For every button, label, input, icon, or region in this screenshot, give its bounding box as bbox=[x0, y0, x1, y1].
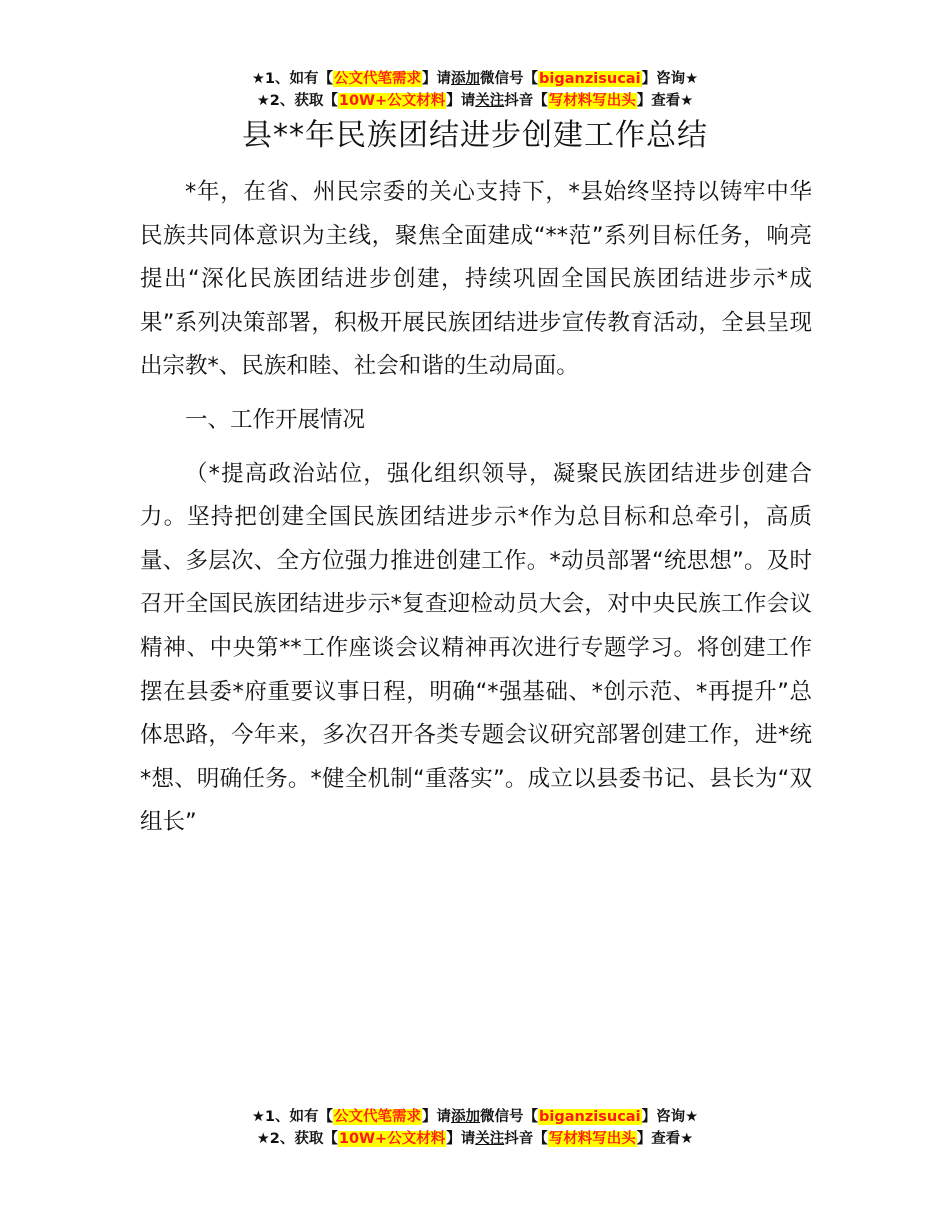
promo-highlight: 公文代笔需求 bbox=[334, 1109, 422, 1125]
promo-highlight: biganzisucai bbox=[539, 71, 641, 87]
paragraph-intro: *年，在省、州民宗委的关心支持下，*县始终坚持以铸牢中华民族共同体意识为主线，聚焦全面建成“**范”系列目标任务，响亮提出“深化民族团结进步创建，持续巩固全国民族团结进步示*成果”系列决策部署，积极开展民族团结进步宣传教育活动，全县呈现出宗教*、民族和睦、社会和谐的生动局面。 bbox=[140, 179, 812, 380]
document-body bbox=[140, 171, 812, 845]
promo-highlight: 写材料写出头 bbox=[548, 1131, 636, 1147]
top-promo-banner bbox=[0, 68, 950, 112]
section-heading: 一、工作开展情况 bbox=[185, 406, 366, 433]
promo-line-2: ★2、获取【10W+公文材料】请关注抖音【写材料写出头】查看★ bbox=[256, 93, 694, 109]
promo-line-1: ★1、如有【公文代笔需求】请添加微信号【biganzisucai】咨询★ bbox=[251, 1109, 699, 1125]
paragraph-section-1: （*提高政治站位，强化组织领导，凝聚民族团结进步创建合力。坚持把创建全国民族团结进步示*作为总目标和总牵引，高质量、多层次、全方位强力推进创建工作。*动员部署“统思想”。及时召开全国民族团结进步示*复查迎检动员大会，对中央民族工作会议精神、中央第**工作座谈会议精神再次进行专题学习。将创建工作摆在县委*府重要议事日程，明确“*强基础、*创示范、*再提升”总体思路，今年来，多次召开各类专题会议研究部署创建工作，进*统*想、明确任务。*健全机制“重落实”。成立以县委书记、县长为“双组长” bbox=[140, 460, 812, 836]
promo-highlight: 10W+公文材料 bbox=[338, 93, 446, 109]
document-title: 县**年民族团结进步创建工作总结 bbox=[242, 118, 708, 153]
promo-line-2: ★2、获取【10W+公文材料】请关注抖音【写材料写出头】查看★ bbox=[256, 1131, 694, 1147]
bottom-promo-banner bbox=[0, 1106, 950, 1150]
promo-highlight: 10W+公文材料 bbox=[338, 1131, 446, 1147]
promo-highlight: 公文代笔需求 bbox=[334, 71, 422, 87]
promo-line-1: ★1、如有【公文代笔需求】请添加微信号【biganzisucai】咨询★ bbox=[251, 71, 699, 87]
promo-highlight: biganzisucai bbox=[539, 1109, 641, 1125]
promo-highlight: 写材料写出头 bbox=[548, 93, 636, 109]
